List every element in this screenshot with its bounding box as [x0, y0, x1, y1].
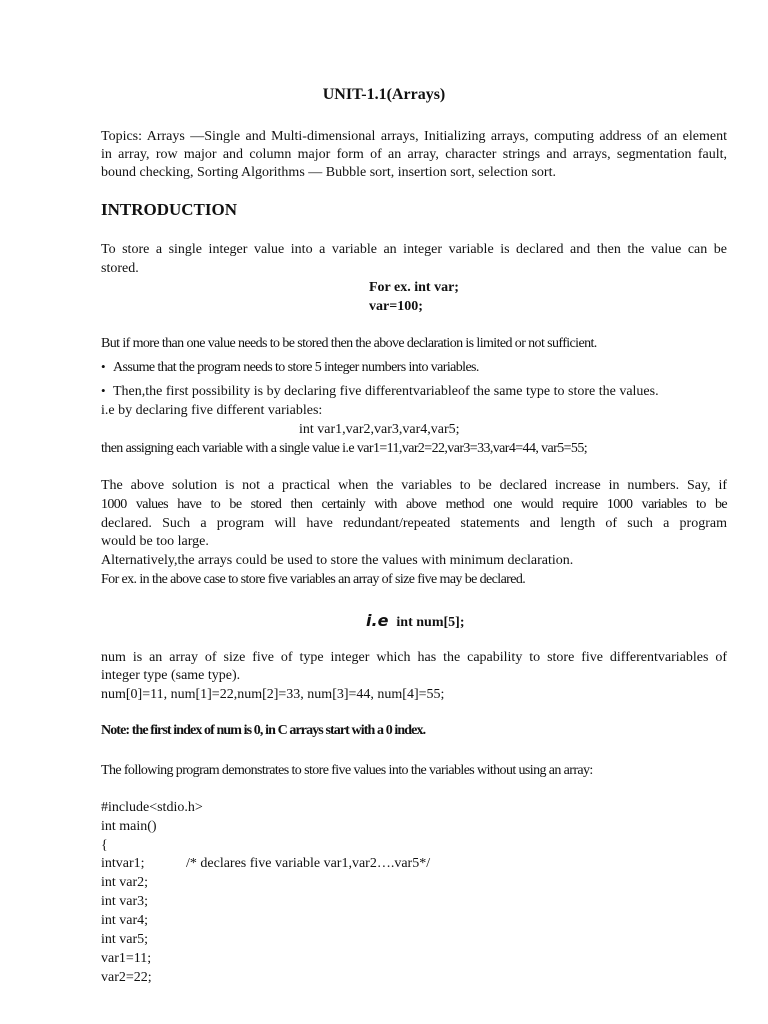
code-line: var2=22; [101, 970, 152, 985]
para3-line-6: For ex. in the above case to store five variables an array of size five may be declared. [101, 572, 526, 587]
bullet-icon: • [101, 359, 106, 374]
note-text: Note: the first index of num is 0, in C arrays start with a 0 index. [101, 723, 426, 738]
bullet-item-2 [101, 382, 659, 401]
para4-line-2: integer type (same type). [101, 668, 241, 683]
code-line-with-comment [101, 855, 501, 873]
code-line: int var2; [101, 875, 149, 890]
para3-line-1: The above solution is not a practical when the variables to be declared increase in numbers. Say, if [101, 478, 727, 493]
para3-line-4: would be too large. [101, 534, 209, 549]
para5-line: The following program demonstrates to store five values into the variables without using an array: [101, 763, 593, 778]
para2-line-6: then assigning each variable with a single value i.e var1=11,var2=22,var3=33,var4=44, var5=55; [101, 441, 588, 456]
para3-line-3: declared. Such a program will have redundant/repeated statements and length of such a program [101, 516, 727, 531]
topics-line-3: bound checking, Sorting Algorithms — Bubble sort, insertion sort, selection sort. [101, 165, 556, 180]
code-comment: /* declares five variable var1,var2….var5*/ [186, 856, 431, 871]
topics-line-1: Topics: Arrays —Single and Multi-dimensional arrays, Initializing arrays, computing address of an element [101, 129, 727, 144]
code-line: int var5; [101, 932, 149, 947]
bullet-text-2: Then,the first possibility is by declaring five differentvariableof the same type to store the values. [113, 384, 659, 399]
code-line: #include<stdio.h> [101, 800, 203, 815]
para2-line-4: i.e by declaring five different variables: [101, 403, 323, 418]
para4-line-1: num is an array of size five of type integer which has the capability to store five differentvariables of [101, 650, 727, 665]
para2-declaration: int var1,var2,var3,var4,var5; [299, 422, 460, 437]
code-line: int main() [101, 819, 157, 834]
para3-line-2: 1000 values have to be stored then certainly with above method one would require 1000 variables to be [101, 497, 727, 512]
code-line: int var3; [101, 894, 149, 909]
code-line: intvar1; [101, 856, 145, 871]
code-line: { [101, 838, 108, 853]
ie-code: int num[5]; [396, 615, 465, 630]
code-line: int var4; [101, 913, 149, 928]
bullet-icon: • [101, 383, 106, 398]
code-line: var1=11; [101, 951, 152, 966]
page-title: UNIT-1.1(Arrays) [322, 86, 446, 103]
bullet-text-1: Assume that the program needs to store 5 integer numbers into variables. [113, 360, 479, 375]
ie-label: i.e [366, 611, 389, 630]
introduction-heading: INTRODUCTION [101, 200, 238, 219]
intro-line-2: stored. [101, 261, 139, 276]
topics-line-2: in array, row major and column major form of an array, character strings and arrays, segmentation fault, [101, 147, 727, 162]
para3-line-5: Alternatively,the arrays could be used to store the values with minimum declaration. [101, 553, 574, 568]
para4-line-3: num[0]=11, num[1]=22,num[2]=33, num[3]=44, num[4]=55; [101, 687, 445, 702]
intro-line-1: To store a single integer value into a variable an integer variable is declared and then the value can be [101, 242, 727, 257]
bullet-item-1 [101, 358, 479, 377]
para2-line-1: But if more than one value needs to be stored then the above declaration is limited or not sufficient. [101, 336, 597, 351]
ie-example [366, 612, 464, 632]
intro-example-2: var=100; [369, 299, 423, 314]
intro-example-1: For ex. int var; [369, 280, 459, 295]
